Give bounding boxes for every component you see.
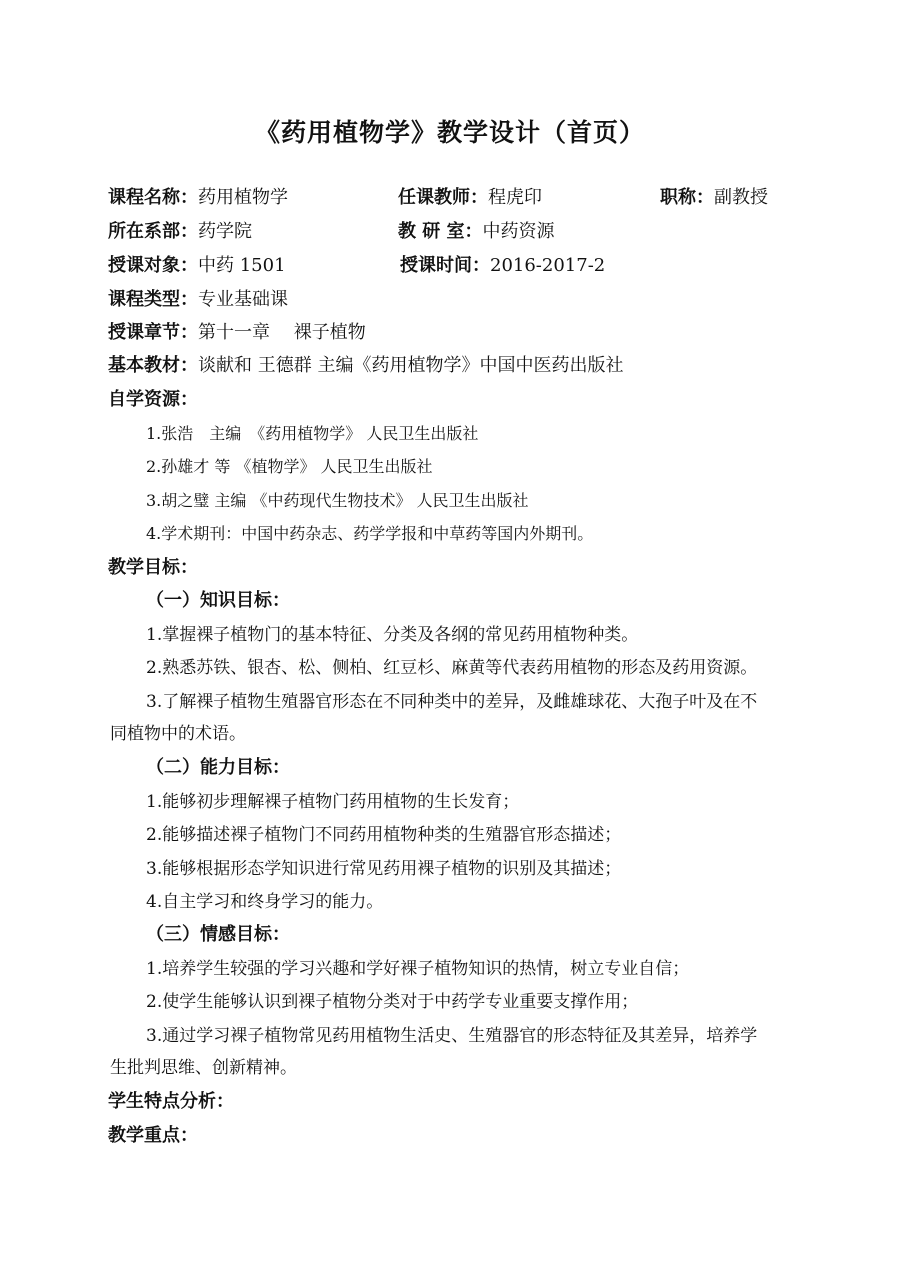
office-row (398, 220, 555, 244)
goals-heading: 教学目标： (108, 557, 198, 578)
office-label: 教 研 室： (398, 221, 483, 242)
teacher-label: 任课教师： (398, 187, 488, 208)
ability-item: 3.能够根据形态学知识进行常见药用裸子植物的识别及其描述； (146, 859, 622, 879)
chapter-value: 第十一章 裸子植物 (198, 322, 366, 343)
ability-heading: （二）能力目标： (146, 757, 290, 778)
emotion-heading: （三）情感目标： (146, 924, 290, 945)
rank-value: 副教授 (714, 187, 768, 208)
knowledge-heading: （一）知识目标： (146, 590, 290, 611)
emotion-item: 1.培养学生较强的学习兴趣和学好裸子植物知识的热情，树立专业自信； (146, 959, 690, 979)
resource-item: 1.张浩 主编 《药用植物学》 人民卫生出版社 (146, 424, 479, 443)
course-name-row (108, 186, 288, 210)
dept-row (108, 220, 252, 244)
knowledge-item: 3.了解裸子植物生殖器官形态在不同种类中的差异，及雌雄球花、大孢子叶及在不 (146, 692, 758, 712)
rank-row (660, 186, 768, 210)
resource-item: 4.学术期刊：中国中药杂志、药学学报和中草药等国内外期刊。 (146, 524, 594, 543)
resource-item: 2.孙雄才 等 《植物学》 人民卫生出版社 (146, 457, 433, 476)
course-name-value: 药用植物学 (198, 187, 288, 208)
type-value: 专业基础课 (198, 289, 288, 310)
audience-row (108, 254, 286, 278)
key-points-heading: 教学重点： (108, 1125, 198, 1146)
knowledge-item: 1.掌握裸子植物门的基本特征、分类及各纲的常见药用植物种类。 (146, 625, 639, 645)
chapter-label: 授课章节： (108, 322, 198, 343)
course-name-label: 课程名称： (108, 187, 198, 208)
emotion-item: 3.通过学习裸子植物常见药用植物生活史、生殖器官的形态特征及其差异，培养学 (146, 1026, 758, 1046)
ability-item: 4.自主学习和终身学习的能力。 (146, 892, 384, 912)
type-row (108, 288, 288, 312)
time-row (400, 254, 605, 278)
office-value: 中药资源 (482, 221, 555, 242)
rank-label: 职称： (660, 187, 714, 208)
audience-label: 授课对象： (108, 255, 198, 276)
audience-value: 中药 1501 (198, 255, 286, 276)
textbook-label: 基本教材： (108, 355, 198, 376)
chapter-row (108, 321, 366, 345)
emotion-item-cont: 生批判思维、创新精神。 (110, 1058, 297, 1078)
ability-item: 2.能够描述裸子植物门不同药用植物种类的生殖器官形态描述； (146, 825, 622, 845)
dept-label: 所在系部： (108, 221, 198, 242)
teacher-value: 程虎印 (488, 187, 542, 208)
ability-item: 1.能够初步理解裸子植物门药用植物的生长发育； (146, 792, 520, 812)
textbook-value: 谈献和 王德群 主编《药用植物学》中国中医药出版社 (198, 355, 624, 376)
knowledge-item: 2.熟悉苏铁、银杏、松、侧柏、红豆杉、麻黄等代表药用植物的形态及药用资源。 (146, 658, 758, 678)
resource-item: 3.胡之璧 主编 《中药现代生物技术》 人民卫生出版社 (146, 491, 529, 510)
page-title: 《药用植物学》教学设计（首页） (254, 118, 645, 147)
emotion-item: 2.使学生能够认识到裸子植物分类对于中药学专业重要支撑作用； (146, 992, 639, 1012)
textbook-row (108, 354, 623, 378)
resources-heading: 自学资源： (108, 389, 198, 410)
knowledge-item-cont: 同植物中的术语。 (110, 724, 246, 744)
teacher-row (398, 186, 542, 210)
time-label: 授课时间： (400, 255, 490, 276)
dept-value: 药学院 (198, 221, 252, 242)
student-analysis-heading: 学生特点分析： (108, 1091, 234, 1112)
type-label: 课程类型： (108, 289, 198, 310)
time-value: 2016-2017-2 (490, 255, 606, 276)
